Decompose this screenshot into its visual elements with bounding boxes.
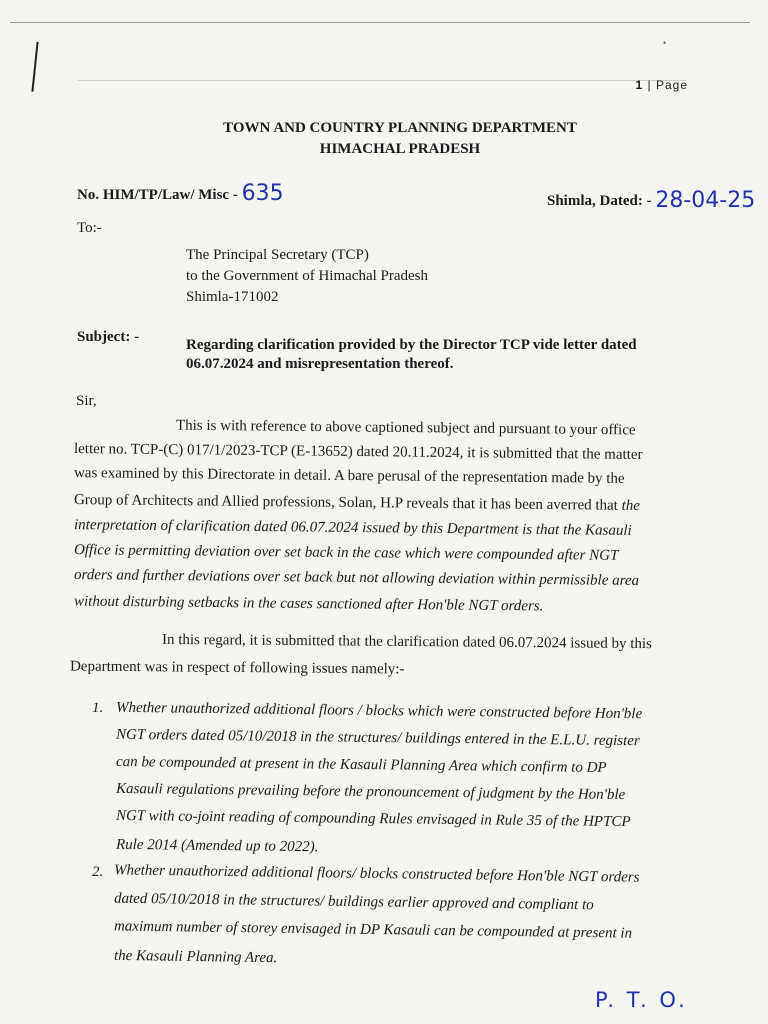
page-number-label: Page [655,78,688,92]
department-state: HIMACHAL PRADESH [319,141,481,157]
paragraph-line: Office is permitting deviation over set back in the case which were compounded after NGT [73,542,619,564]
subject-line: Regarding clarification provided by the Director TCP vide letter dated [186,337,637,353]
subject-line: 06.07.2024 and misrepresentation thereof. [186,356,454,372]
reference-number-handwritten: 635 [241,181,284,206]
salutation: Sir, [76,393,97,409]
paragraph-line: Department was in respect of following issues namely:- [69,658,405,678]
issue-line: the Kasauli Planning Area. [113,947,278,967]
page-number: 1 | Page [635,78,688,92]
letter-date [547,186,755,211]
to-label: To:- [77,220,102,236]
scan-speck: • [663,38,667,48]
reference-number [77,180,284,205]
issue-line: NGT with co-joint reading of compounding Rules envisaged in Rule 35 of the HPTCP [115,807,631,831]
pto-handwritten-note: P. T. O. [595,988,688,1012]
issue-line: Rule 2014 (Amended up to 2022). [115,836,319,856]
header-rule [78,80,686,81]
margin-pen-mark [31,42,43,92]
issue-line: maximum number of storey envisaged in DP Kasauli can be compounded at present in [113,918,633,942]
issue-line: can be compounded at present in the Kasauli Planning Area which confirm to DP [115,754,607,776]
paragraph-line: without disturbing setbacks in the cases sanctioned after Hon'ble NGT orders. [73,593,544,615]
paragraph-line: was examined by this Directorate in detail. A bare perusal of the representation made by the [73,465,625,487]
issue-line: Whether unauthorized additional floors / blocks which were constructed before Hon'ble [115,699,643,723]
paragraph-line: This is with reference to above captioned subject and pursuant to your office [175,417,636,439]
subject-label: Subject: - [77,329,140,345]
recipient-line: The Principal Secretary (TCP) [186,247,369,263]
issue-line: dated 05/10/2018 in the structures/ buildings earlier approved and compliant to [113,890,594,914]
paragraph-line: orders and further deviations over set back but not allowing deviation within permissible area [73,567,640,589]
scan-edge-line [10,22,750,23]
issue-number: 1. [92,700,104,716]
recipient-line: Shimla-171002 [186,289,279,305]
paragraph-line: letter no. TCP-(C) 017/1/2023-TCP (E-13652) dated 20.11.2024, it is submitted that the matter [73,441,643,463]
paragraph-line: interpretation of clarification dated 06.07.2024 issued by this Department is that the Kasauli [73,517,632,539]
issue-line: Whether unauthorized additional floors/ blocks constructed before Hon'ble NGT orders [113,862,640,886]
issue-number: 2. [92,864,104,880]
paragraph-line [74,492,640,515]
issue-line: Kasauli regulations prevailing before the pronouncement of judgment by the Hon'ble [115,780,626,804]
recipient-line: to the Government of Himachal Pradesh [186,268,429,284]
paragraph-line-text: Group of Architects and Allied professions, Solan, H.P reveals that it has been averred that [73,492,618,514]
paragraph-line-italic: the [621,497,641,514]
letter-date-handwritten: 28-04-25 [655,188,756,213]
paragraph-line: In this regard, it is submitted that the clarification dated 06.07.2024 issued by this [161,631,652,653]
issue-line: NGT orders dated 05/10/2018 in the structures/ buildings entered in the E.L.U. register [115,726,640,750]
letter-date-label: Shimla, Dated: - [547,193,652,209]
department-name: TOWN AND COUNTRY PLANNING DEPARTMENT [223,120,577,136]
reference-number-label: No. HIM/TP/Law/ Misc - [77,187,238,203]
page-number-value: 1 [635,78,644,92]
